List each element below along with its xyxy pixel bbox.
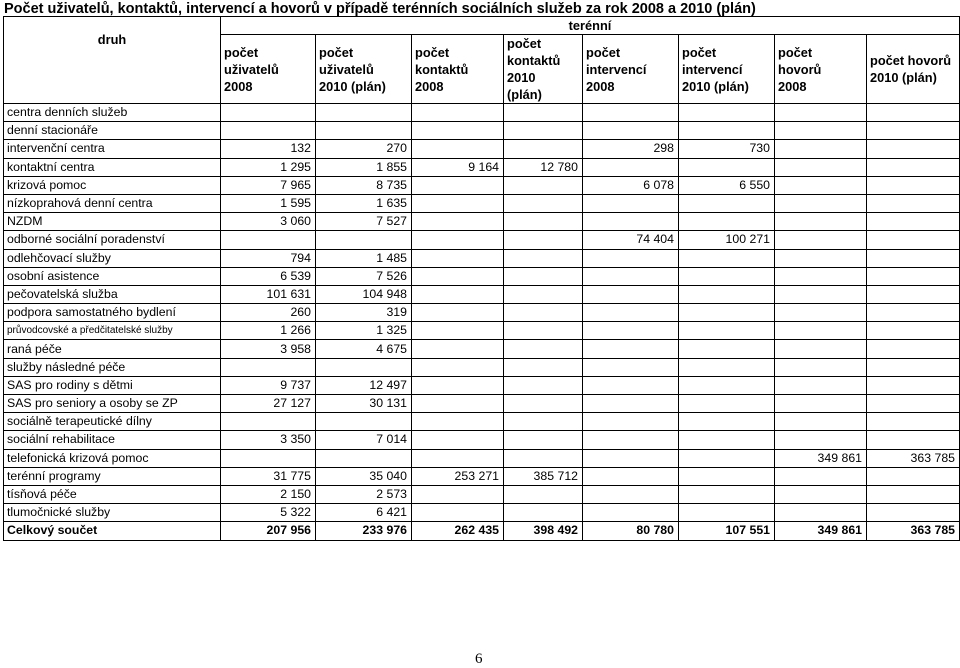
table-cell xyxy=(583,485,679,503)
table-cell: 270 xyxy=(316,140,412,158)
table-cell xyxy=(504,322,583,340)
table-cell xyxy=(221,104,316,122)
table-cell: 104 948 xyxy=(316,285,412,303)
table-cell: 349 861 xyxy=(775,449,867,467)
row-label: tísňová péče xyxy=(4,485,221,503)
table-cell xyxy=(679,304,775,322)
table-row xyxy=(4,158,960,176)
table-cell: 253 271 xyxy=(412,467,504,485)
table-cell xyxy=(775,467,867,485)
table-cell xyxy=(775,122,867,140)
row-label: průvodcovské a předčitatelské služby xyxy=(4,322,221,340)
column-header-line: kontaktů xyxy=(415,61,469,77)
column-header-line: počet hovorů xyxy=(870,53,952,68)
table-row xyxy=(4,213,960,231)
table-cell xyxy=(867,504,960,522)
row-label: osobní asistence xyxy=(4,267,221,285)
table-cell xyxy=(867,485,960,503)
table-row xyxy=(4,249,960,267)
column-header-line: počet xyxy=(415,44,450,60)
table-cell xyxy=(583,449,679,467)
table-cell: 3 958 xyxy=(221,340,316,358)
table-cell xyxy=(679,449,775,467)
table-cell xyxy=(867,267,960,285)
table-cell: 6 550 xyxy=(679,176,775,194)
table-cell: 4 675 xyxy=(316,340,412,358)
table-cell xyxy=(412,285,504,303)
table-cell xyxy=(412,140,504,158)
table-row xyxy=(4,104,960,122)
table-cell xyxy=(412,395,504,413)
table-cell xyxy=(504,449,583,467)
table-cell xyxy=(412,122,504,140)
row-label: tlumočnické služby xyxy=(4,504,221,522)
table-cell: 8 735 xyxy=(316,176,412,194)
row-label: SAS pro seniory a osoby se ZP xyxy=(4,395,221,413)
table-cell xyxy=(412,449,504,467)
table-cell: 80 780 xyxy=(583,522,679,540)
column-header-line: počet xyxy=(682,44,717,60)
table-cell xyxy=(679,431,775,449)
table-cell xyxy=(504,413,583,431)
row-label: NZDM xyxy=(4,213,221,231)
table-cell xyxy=(412,485,504,503)
table-cell xyxy=(504,122,583,140)
table-cell xyxy=(867,158,960,176)
table-cell xyxy=(775,376,867,394)
table-cell: 6 539 xyxy=(221,267,316,285)
table-cell xyxy=(504,504,583,522)
row-label: intervenční centra xyxy=(4,140,221,158)
table-cell: 1 266 xyxy=(221,322,316,340)
table-cell xyxy=(867,122,960,140)
column-header-line: 2008 xyxy=(778,78,807,94)
table-cell: 132 xyxy=(221,140,316,158)
table-cell xyxy=(504,304,583,322)
table-cell xyxy=(583,431,679,449)
column-header xyxy=(679,35,775,104)
table-cell xyxy=(775,304,867,322)
table-cell xyxy=(583,376,679,394)
table-row xyxy=(4,485,960,503)
table-row xyxy=(4,267,960,285)
table-cell xyxy=(867,285,960,303)
table-cell xyxy=(679,104,775,122)
table-cell xyxy=(775,395,867,413)
table-cell xyxy=(504,285,583,303)
table-cell xyxy=(583,340,679,358)
table-cell: 9 164 xyxy=(412,158,504,176)
table-cell xyxy=(867,395,960,413)
table-cell xyxy=(867,140,960,158)
table-cell xyxy=(221,358,316,376)
table-row xyxy=(4,413,960,431)
table-cell xyxy=(583,285,679,303)
table-cell xyxy=(583,194,679,212)
table-cell xyxy=(504,358,583,376)
table-cell xyxy=(504,231,583,249)
row-label: služby následné péče xyxy=(4,358,221,376)
row-label: centra denních služeb xyxy=(4,104,221,122)
table-cell xyxy=(504,340,583,358)
table-cell xyxy=(583,158,679,176)
table-cell: 1 595 xyxy=(221,194,316,212)
table-row xyxy=(4,395,960,413)
row-label: odborné sociální poradenství xyxy=(4,231,221,249)
table-cell xyxy=(867,104,960,122)
row-label: podpora samostatného bydlení xyxy=(4,304,221,322)
table-cell xyxy=(412,213,504,231)
table-cell xyxy=(775,140,867,158)
table-cell xyxy=(867,376,960,394)
table-cell xyxy=(775,249,867,267)
table-cell xyxy=(679,285,775,303)
row-label: odlehčovací služby xyxy=(4,249,221,267)
table-cell xyxy=(679,194,775,212)
table-cell: 363 785 xyxy=(867,522,960,540)
column-header-line: 2008 xyxy=(586,78,615,94)
row-label: SAS pro rodiny s dětmi xyxy=(4,376,221,394)
table-cell xyxy=(412,231,504,249)
table-cell xyxy=(583,267,679,285)
total-row xyxy=(4,522,960,540)
table-cell: 1 485 xyxy=(316,249,412,267)
row-label: Celkový součet xyxy=(4,522,221,540)
table-cell xyxy=(867,431,960,449)
row-label: telefonická krizová pomoc xyxy=(4,449,221,467)
table-cell: 1 325 xyxy=(316,322,412,340)
table-cell xyxy=(679,395,775,413)
table-cell: 398 492 xyxy=(504,522,583,540)
table-cell: 27 127 xyxy=(221,395,316,413)
row-label: sociální rehabilitace xyxy=(4,431,221,449)
table-cell xyxy=(775,231,867,249)
table-cell xyxy=(316,104,412,122)
page-number: 6 xyxy=(475,651,483,667)
table-cell xyxy=(775,158,867,176)
column-header xyxy=(504,35,583,104)
table-cell xyxy=(504,194,583,212)
table-cell xyxy=(775,322,867,340)
table-cell: 3 350 xyxy=(221,431,316,449)
table-row xyxy=(4,194,960,212)
column-header xyxy=(867,35,960,104)
column-header-line: (plán) xyxy=(507,87,542,102)
table-cell xyxy=(867,467,960,485)
data-table xyxy=(3,16,960,541)
table-cell xyxy=(583,504,679,522)
table-row xyxy=(4,340,960,358)
table-cell xyxy=(412,413,504,431)
table-cell: 207 956 xyxy=(221,522,316,540)
table-cell xyxy=(583,104,679,122)
page-title: Počet uživatelů, kontaktů, intervencí a hovorů v případě terénních sociálních služeb za rok 2008 a 2010 (plán) xyxy=(4,1,756,17)
column-header-line: 2008 xyxy=(224,78,253,94)
table-row xyxy=(4,176,960,194)
table-cell xyxy=(412,322,504,340)
row-label: pečovatelská služba xyxy=(4,285,221,303)
table-cell xyxy=(679,504,775,522)
table-cell xyxy=(221,449,316,467)
group-header-terenni: terénní xyxy=(221,17,960,35)
table-cell xyxy=(867,413,960,431)
table-cell xyxy=(867,194,960,212)
table-cell xyxy=(504,395,583,413)
table-cell: 319 xyxy=(316,304,412,322)
table-row xyxy=(4,285,960,303)
table-cell xyxy=(867,249,960,267)
table-cell xyxy=(867,304,960,322)
table-cell xyxy=(679,322,775,340)
table-cell xyxy=(775,413,867,431)
table-cell: 6 078 xyxy=(583,176,679,194)
table-cell xyxy=(412,358,504,376)
table-cell: 2 573 xyxy=(316,485,412,503)
table-cell xyxy=(412,176,504,194)
table-cell xyxy=(775,504,867,522)
table-cell: 260 xyxy=(221,304,316,322)
table-cell xyxy=(679,485,775,503)
table-cell xyxy=(583,213,679,231)
column-header-line: druh xyxy=(97,32,127,47)
table-cell xyxy=(583,358,679,376)
table-cell: 35 040 xyxy=(316,467,412,485)
table-cell xyxy=(867,176,960,194)
row-label: raná péče xyxy=(4,340,221,358)
table-row xyxy=(4,358,960,376)
table-cell xyxy=(583,122,679,140)
row-label: kontaktní centra xyxy=(4,158,221,176)
table-cell xyxy=(775,267,867,285)
table-cell xyxy=(583,249,679,267)
table-cell: 262 435 xyxy=(412,522,504,540)
table-cell xyxy=(679,158,775,176)
table-cell: 12 497 xyxy=(316,376,412,394)
table-cell xyxy=(504,140,583,158)
table-cell: 7 527 xyxy=(316,213,412,231)
table-cell: 1 635 xyxy=(316,194,412,212)
table-cell xyxy=(221,413,316,431)
table-row xyxy=(4,122,960,140)
row-label: krizová pomoc xyxy=(4,176,221,194)
table-cell: 107 551 xyxy=(679,522,775,540)
table-cell: 1 855 xyxy=(316,158,412,176)
column-header-line: intervencí xyxy=(586,61,647,77)
table-cell xyxy=(679,413,775,431)
table-row xyxy=(4,322,960,340)
table-cell: 3 060 xyxy=(221,213,316,231)
table-body xyxy=(4,104,960,541)
column-header-line: intervencí xyxy=(682,61,743,77)
table-cell: 30 131 xyxy=(316,395,412,413)
table-cell xyxy=(867,322,960,340)
table-cell xyxy=(316,122,412,140)
table-cell xyxy=(775,213,867,231)
table-cell xyxy=(412,431,504,449)
column-header-line: 2010 (plán) xyxy=(319,78,386,94)
table-cell xyxy=(775,358,867,376)
table-cell xyxy=(775,104,867,122)
table-cell xyxy=(504,267,583,285)
table-cell: 7 526 xyxy=(316,267,412,285)
column-header-line: 2010 (plán) xyxy=(870,70,937,85)
table-cell xyxy=(867,231,960,249)
table-cell xyxy=(583,413,679,431)
table-cell xyxy=(316,358,412,376)
table-cell xyxy=(412,104,504,122)
table-cell: 101 631 xyxy=(221,285,316,303)
table-row xyxy=(4,376,960,394)
table-cell xyxy=(504,485,583,503)
column-header-line: počet xyxy=(224,44,259,60)
table-cell: 1 295 xyxy=(221,158,316,176)
table-cell xyxy=(412,376,504,394)
column-header-line: počet xyxy=(586,44,621,60)
column-header xyxy=(412,35,504,104)
table-row xyxy=(4,231,960,249)
column-header-druh xyxy=(4,17,221,104)
column-header-line: 2010 (plán) xyxy=(682,78,749,94)
table-cell xyxy=(412,194,504,212)
column-header xyxy=(221,35,316,104)
table-cell: 6 421 xyxy=(316,504,412,522)
table-header xyxy=(4,17,960,104)
table-cell xyxy=(412,340,504,358)
table-cell xyxy=(316,449,412,467)
table-cell xyxy=(412,504,504,522)
table-row xyxy=(4,140,960,158)
table-cell xyxy=(679,249,775,267)
column-header-line: počet xyxy=(778,44,813,60)
table-cell xyxy=(221,231,316,249)
table-cell xyxy=(504,176,583,194)
row-label: denní stacionáře xyxy=(4,122,221,140)
table-cell xyxy=(583,395,679,413)
table-cell: 12 780 xyxy=(504,158,583,176)
table-cell xyxy=(679,267,775,285)
table-cell xyxy=(504,431,583,449)
table-cell xyxy=(679,213,775,231)
table-cell xyxy=(412,249,504,267)
column-header-line: uživatelů xyxy=(224,61,279,77)
column-header xyxy=(775,35,867,104)
table-cell xyxy=(316,413,412,431)
table-cell xyxy=(775,285,867,303)
table-cell xyxy=(412,267,504,285)
column-header-line: 2008 xyxy=(415,78,444,94)
table-cell xyxy=(583,467,679,485)
column-header-line: počet xyxy=(507,36,542,51)
table-cell: 730 xyxy=(679,140,775,158)
table-cell: 100 271 xyxy=(679,231,775,249)
table-cell: 5 322 xyxy=(221,504,316,522)
table-cell xyxy=(867,340,960,358)
table-cell xyxy=(221,122,316,140)
table-cell: 794 xyxy=(221,249,316,267)
table-cell xyxy=(775,431,867,449)
row-label: sociálně terapeutické dílny xyxy=(4,413,221,431)
table-cell xyxy=(679,358,775,376)
table-cell xyxy=(867,213,960,231)
table-cell: 74 404 xyxy=(583,231,679,249)
table-cell: 363 785 xyxy=(867,449,960,467)
table-cell xyxy=(504,213,583,231)
table-cell xyxy=(867,358,960,376)
column-header xyxy=(316,35,412,104)
table-cell: 385 712 xyxy=(504,467,583,485)
table-cell xyxy=(504,376,583,394)
table-cell xyxy=(679,122,775,140)
table-cell xyxy=(775,485,867,503)
table-cell xyxy=(775,194,867,212)
row-label: nízkoprahová denní centra xyxy=(4,194,221,212)
table-cell: 31 775 xyxy=(221,467,316,485)
table-cell xyxy=(412,304,504,322)
table-cell xyxy=(679,467,775,485)
table-cell xyxy=(583,322,679,340)
table-cell: 349 861 xyxy=(775,522,867,540)
table-cell xyxy=(679,340,775,358)
row-label: terénní programy xyxy=(4,467,221,485)
table-cell xyxy=(775,176,867,194)
table-row xyxy=(4,449,960,467)
table-cell xyxy=(679,376,775,394)
table-cell: 2 150 xyxy=(221,485,316,503)
table-cell xyxy=(775,340,867,358)
column-header-line: počet xyxy=(319,44,354,60)
table-row xyxy=(4,504,960,522)
table-cell: 7 014 xyxy=(316,431,412,449)
table-cell: 7 965 xyxy=(221,176,316,194)
table-row xyxy=(4,304,960,322)
column-header-line: kontaktů xyxy=(507,53,561,68)
table-cell: 233 976 xyxy=(316,522,412,540)
column-header xyxy=(583,35,679,104)
table-cell xyxy=(504,104,583,122)
table-row xyxy=(4,467,960,485)
column-header-line: hovorů xyxy=(778,61,822,77)
table-cell xyxy=(504,249,583,267)
column-header-line: uživatelů xyxy=(319,61,374,77)
table-cell xyxy=(316,231,412,249)
column-header-line: 2010 xyxy=(507,70,536,85)
table-row xyxy=(4,431,960,449)
table-cell: 9 737 xyxy=(221,376,316,394)
table-cell xyxy=(583,304,679,322)
table-cell: 298 xyxy=(583,140,679,158)
